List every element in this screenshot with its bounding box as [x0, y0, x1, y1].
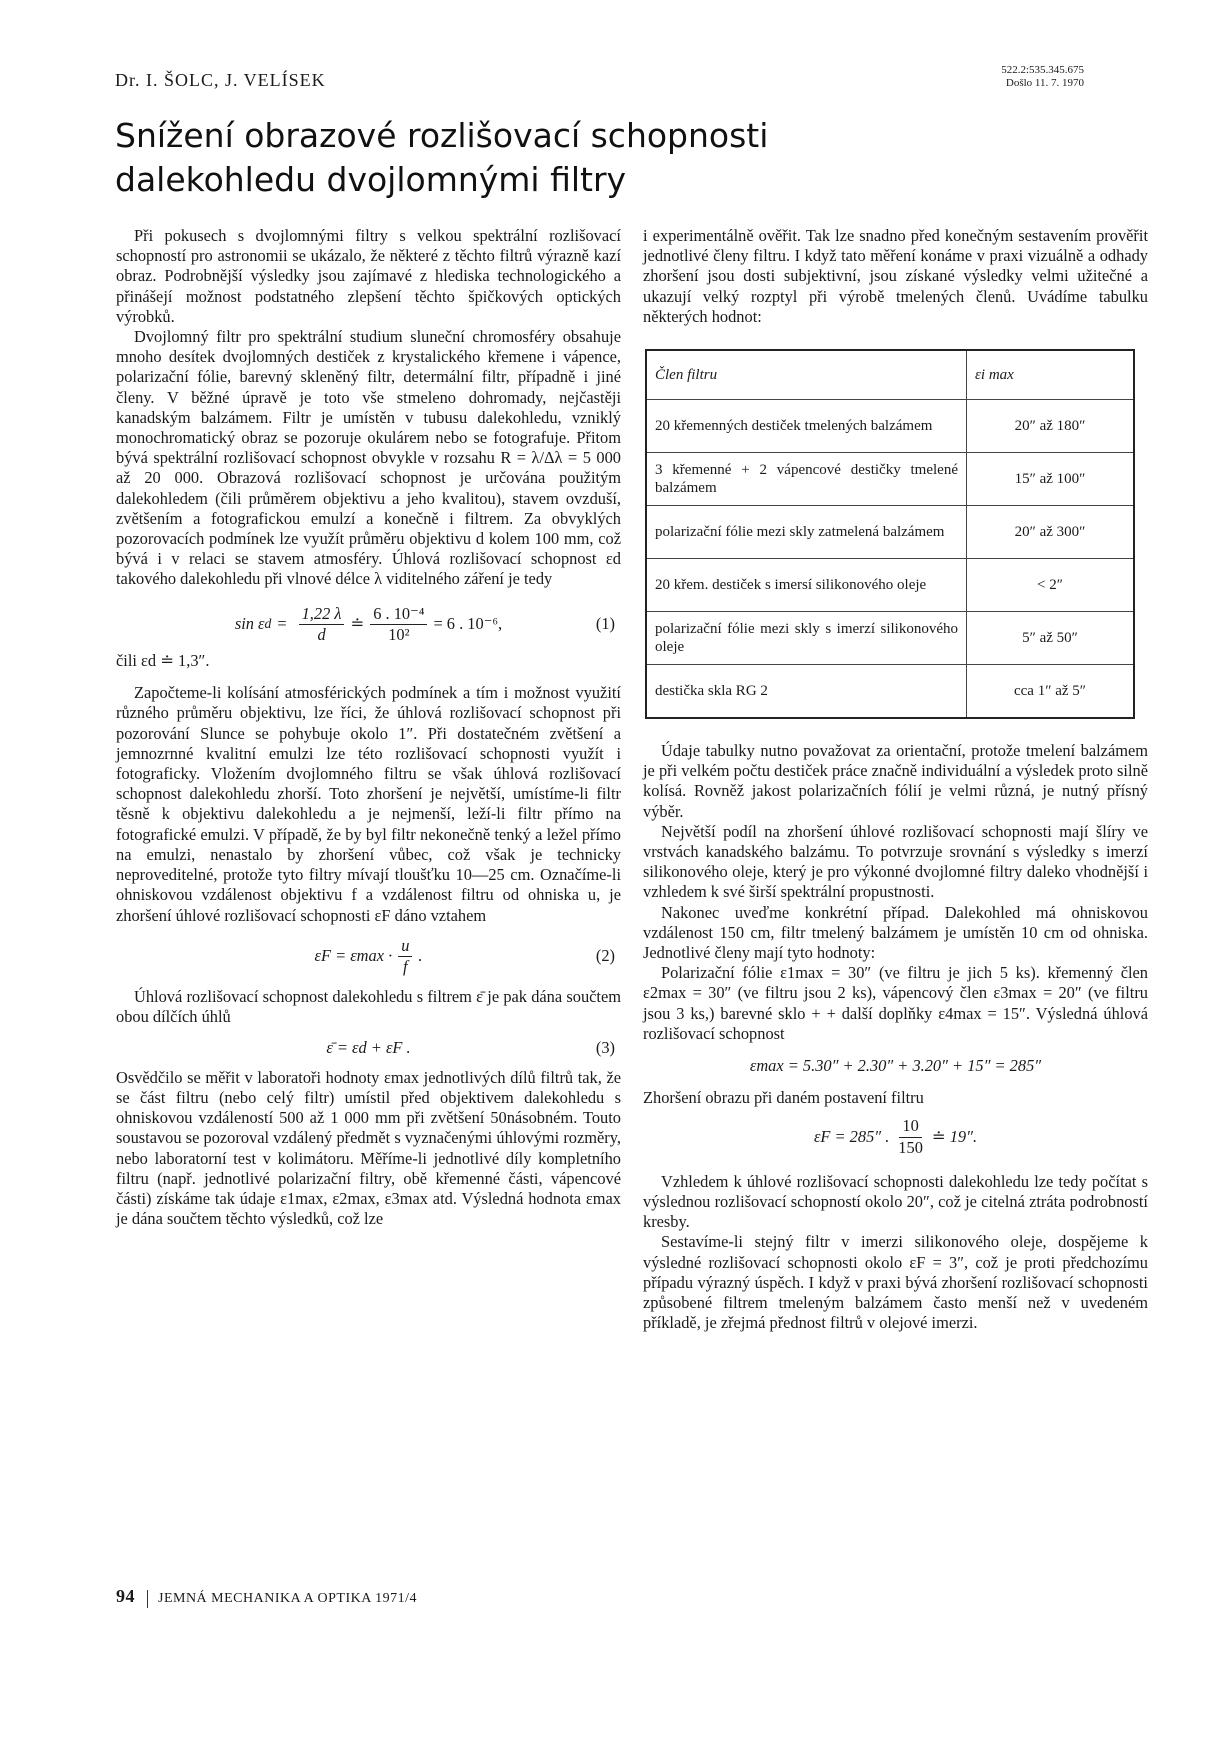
- table-cell-value: cca 1″ až 5″: [967, 665, 1135, 719]
- paragraph: Úhlová rozlišovací schopnost dalekohledu s filtrem ε̄ je pak dána součtem obou dílčích úhlů: [116, 987, 621, 1027]
- eq2-tail: .: [418, 946, 423, 966]
- paragraph: Sestavíme-li stejný filtr v imerzi silikonového oleje, dospějeme k výsledné rozlišovací schopnosti okolo εF = 3″, což je proti předchozímu případu výrazný úspěch. I když v praxi bývá zhoršení rozlišovací schopnosti způsobené filtrem tmeleným balzámem často menší než v uvedeném příkladě, je zřejmá přednost filtrů v olejové imerzi.: [643, 1232, 1148, 1333]
- eq1-f1-numerator: 1,22 λ: [299, 604, 345, 625]
- eq1-number: (1): [595, 614, 615, 634]
- footer-divider: [147, 1590, 148, 1608]
- eq5-denominator: 150: [898, 1137, 923, 1157]
- table-row: [646, 506, 1134, 559]
- right-column: [643, 226, 1148, 1334]
- eq2-denominator: f: [403, 956, 408, 976]
- table-cell-member: polarizační fólie mezi skly s imerzí silikonového oleje: [646, 612, 967, 665]
- article-meta: [1001, 64, 1084, 90]
- eq1-fraction-1: [299, 604, 345, 645]
- table-cell-value: 20″ až 300″: [967, 506, 1135, 559]
- eq1-f1-denominator: d: [317, 624, 326, 644]
- eq1-equals: =: [277, 614, 287, 634]
- table-cell-member: 20 křemenných destiček tmelených balzámem: [646, 400, 967, 453]
- table-row: [646, 400, 1134, 453]
- values-table: [645, 349, 1135, 719]
- paragraph: i experimentálně ověřit. Tak lze snadno před konečným sestavením prověřit jednotlivé členy filtru. I když tato měření konáme v praxi vizuálně a odhady zhoršení jsou dosti subjektivní, jsou získané výsledky velmi užitečné a ukazují velký rozptyl při výrobě tmelených členů. Uvádíme tabulku některých hodnot:: [643, 226, 1148, 326]
- udc-code: 522.2:535.345.675: [1001, 64, 1084, 76]
- table-cell-value: < 2″: [967, 559, 1135, 612]
- table-row: [646, 665, 1134, 719]
- eq2-lhs: εF = εmax ·: [314, 946, 393, 966]
- equation-2: [116, 936, 621, 977]
- table-header-member: Člen filtru: [646, 350, 967, 400]
- eq2-numerator: u: [398, 936, 412, 957]
- journal-name: JEMNÁ MECHANIKA A OPTIKA 1971/4: [158, 1591, 417, 1606]
- paragraph: čili εd ≐ 1,3″.: [116, 651, 210, 671]
- received-date: Došlo 11. 7. 1970: [1005, 77, 1084, 89]
- table-cell-value: 15″ až 100″: [967, 453, 1135, 506]
- table-cell-member: 20 křem. destiček s imersí silikonového oleje: [646, 559, 967, 612]
- table-cell-value: 20″ až 180″: [967, 400, 1135, 453]
- paragraph: Vzhledem k úhlové rozlišovací schopnosti dalekohledu lze tedy počítat s výslednou rozlišovací schopností okolo 20″, což je citelná ztráta podrobností kresby.: [643, 1171, 1148, 1232]
- table-cell-value: 5″ až 50″: [967, 612, 1135, 665]
- authors: Dr. I. ŠOLC, J. VELÍSEK: [115, 70, 326, 90]
- equation-1: [116, 604, 621, 645]
- eq1-lhs-sub: d: [264, 616, 272, 632]
- table-row: [646, 559, 1134, 612]
- paragraph: Polarizační fólie ε1max = 30″ (ve filtru je jich 5 ks). křemenný člen ε2max = 30″ (ve filtru jsou 2 ks), vápencový člen ε3max = 20″ (ve filtru jsou 3 ks,) barevné sklo + + další doplňky ε4max = 15″. Výsledná úhlová rozlišovací schopnost: [643, 963, 1148, 1043]
- table-cell-member: 3 křemenné + 2 vápencové destičky tmelené balzámem: [646, 453, 967, 506]
- equation-5: [643, 1116, 1148, 1157]
- eq2-fraction: [398, 936, 412, 977]
- page-number: 94: [116, 1586, 135, 1606]
- equation-3: [116, 1038, 621, 1058]
- eq1-approx: ≐: [350, 614, 365, 634]
- paragraph: Dvojlomný filtr pro spektrální studium sluneční chromosféry obsahuje mnoho desítek dvojlomných destiček z krystalického křemene i vápence, polarizační fólie, barevný skleněný filtr, determální filtr, případně i jiné členy. V běžné úpravě je toto vše stmeleno dohromady, nejčastěji kanadským balzámem. Filtr je umístěn v tubusu dalekohledu, vzniklý monochromatický obraz se pozoruje okulárem nebo se fotografuje. Přitom bývá spektrální rozlišovací schopnost obvykle v rozsahu R = λ/Δλ = 5 000 až 20 000. Obrazová rozlišovací schopnost je určována použitým dalekohledem (čili průměrem objektivu a jeho kvalitou), stavem ovzduší, zvětšením a fotografickou emulzí a konečně i filtrem. Za obvyklých pozorovacích podmínek lze využít průměru objektivu d kolem 100 mm, což bývá i v relaci se stavem atmosféry. Úhlová rozlišovací schopnost εd takového dalekohledu při vlnové délce λ viditelného záření je tedy: [116, 327, 621, 589]
- eq1-rhs: = 6 . 10⁻⁶,: [433, 614, 503, 634]
- paragraph: Údaje tabulky nutno považovat za orientační, protože tmelení balzámem je při velkém počtu destiček práce značně individuální a výsledek proto silně kolísá. Rovněž jakost polarizačních fólií je velmi různá, je nutný přísný výběr.: [643, 741, 1148, 821]
- paragraph: Největší podíl na zhoršení úhlové rozlišovací schopnosti mají šlíry ve vrstvách kanadského balzámu. To potvrzuje srovnání s výsledky s imerzí silikonového oleje, který je pro výkonné dvojlomné filtry daleko vhodnější i vzhledem k své širší spektrální propustnosti.: [643, 821, 1148, 902]
- eq5-lhs: εF = 285″ .: [813, 1127, 890, 1147]
- eq5-numerator: 10: [899, 1116, 921, 1137]
- eq2-number: (2): [595, 946, 615, 966]
- paragraph: Nakonec uveďme konkrétní případ. Dalekohled má ohniskovou vzdálenost 150 cm, filtr tmelený balzámem je umístěn 10 cm od ohniska. Jednotlivé členy mají tyto hodnoty:: [643, 902, 1148, 963]
- eq1-f2-numerator: 6 . 10⁻⁴: [370, 604, 427, 625]
- page-footer: [116, 1586, 417, 1608]
- table-cell-member: polarizační fólie mezi skly zatmelená balzámem: [646, 506, 967, 559]
- paragraph: Osvědčilo se měřit v laboratoři hodnoty εmax jednotlivých dílů filtrů tak, že se část filtru (nebo celý filtr) umístil před objektivem dalekohledu s ohniskovou vzdáleností 500 až 1 000 mm při zvětšení 50násobném. Touto soustavou se pozoroval vzdálený předmět s vyznačenými úhlovými rozměry, nebo laboratorní test v kolimátoru. Měříme-li jednotlivé díly kompletního filtru (např. jednotlivé polarizační filtry, obě křemenné části, vápencové části) získáme tak údaje ε1max, ε2max, ε3max atd. Výsledná hodnota εmax je dána součtem těchto výsledků, což lze: [116, 1067, 621, 1229]
- article-title: Snížení obrazové rozlišovací schopnosti dalekohledu dvojlomnými filtry: [115, 116, 769, 199]
- eq4-expression: εmax = 5.30″ + 2.30″ + 3.20″ + 15″ = 285″: [749, 1056, 1042, 1076]
- table-row: [646, 453, 1134, 506]
- paragraph: Započteme-li kolísání atmosférických podmínek a tím i možnost využití různého průměru objektivu, lze říci, že úhlová rozlišovací schopnost při pozorování Slunce se pohybuje okolo 1″. Při dostatečném zvětšení a jemnozrnné kvalitní emulzi lze této rozlišovací schopnosti využít i fotograficky. Vložením dvojlomného filtru se však úhlová rozlišovací schopnost dalekohledu zhorší. Toto zhoršení je největší, umístíme-li filtr těsně k objektivu dalekohledu a je nejmenší, leží-li filtr přímo na fotografické emulzi. V případě, že by byl filtr nekonečně tenký a ležel přímo na emulzi, nenastalo by zhoršení vůbec, což však je technicky neproveditelné, protože tyto filtry mívají tloušťku 10—25 cm. Označíme-li ohniskovou vzdálenost objektivu f a vzdálenost filtru od ohniska u, je zhoršení úhlové rozlišovací schopnosti εF dáno vztahem: [116, 683, 621, 925]
- eq3-expression: ε̄ = εd + εF .: [326, 1037, 411, 1057]
- left-column: [116, 226, 621, 1229]
- eq5-tail: ≐ 19″.: [931, 1127, 978, 1147]
- eq1-f2-denominator: 10²: [388, 624, 410, 644]
- eq3-number: (3): [595, 1037, 615, 1057]
- paragraph: Při pokusech s dvojlomnými filtry s velkou spektrální rozlišovací schopností pro astronomii se ukázalo, že některé z těchto filtrů výrazně kazí obraz. Podrobnější výsledky jsou zajímavé z hlediska technologického a přinášejí možnost podstatného zlepšení těchto špičkových optických výrobků.: [116, 226, 621, 326]
- table-row: [646, 612, 1134, 665]
- table-cell-member: destička skla RG 2: [646, 665, 967, 719]
- paragraph: Zhoršení obrazu při daném postavení filtru: [643, 1088, 924, 1108]
- eq1-lhs: sin ε: [234, 614, 265, 634]
- eq1-fraction-2: [370, 604, 427, 645]
- table-header-value: εi max: [967, 350, 1135, 400]
- equation-4: [643, 1056, 1148, 1076]
- eq5-fraction: [895, 1116, 926, 1157]
